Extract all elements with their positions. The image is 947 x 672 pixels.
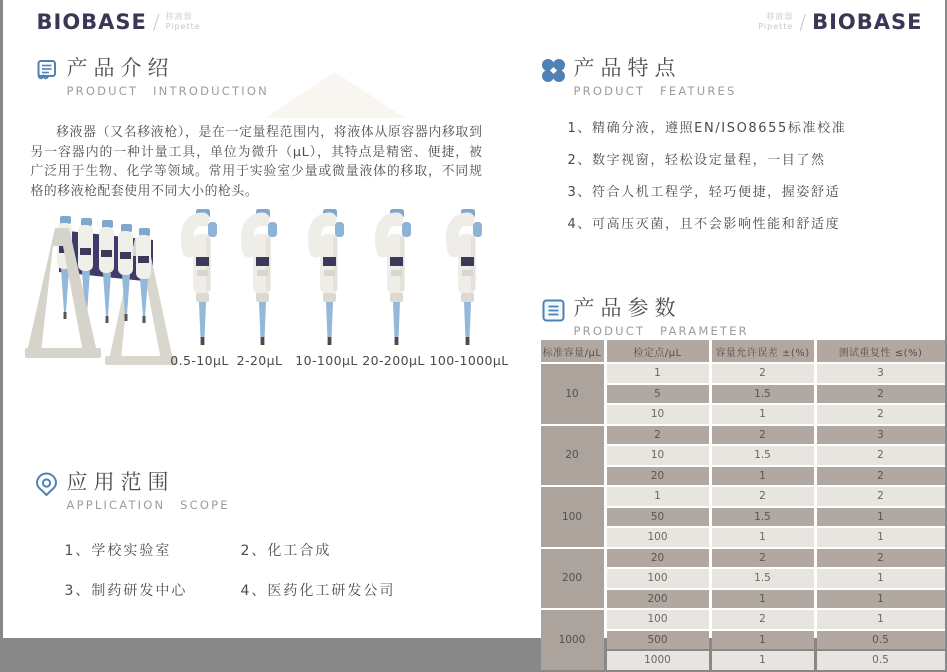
table-cell: 2 [817, 385, 945, 404]
pipette-volume-label: 20-200μL [359, 353, 429, 368]
capacity-cell: 20 [541, 426, 604, 486]
table-cell: 100 [607, 528, 709, 547]
table-cell: 1 [817, 508, 945, 527]
table-cell: 1 [607, 487, 709, 506]
table-cell: 2 [817, 446, 945, 465]
table-cell: 10 [607, 446, 709, 465]
table-column-header: 标准容量/μL [541, 340, 604, 362]
pipette-image [430, 207, 500, 347]
background-watermark [265, 72, 405, 118]
table-cell: 50 [607, 508, 709, 527]
table-cell: 100 [607, 610, 709, 629]
scope-list [65, 540, 465, 600]
table-row [541, 364, 945, 383]
table-cell: 1 [817, 528, 945, 547]
parameter-table [538, 338, 947, 672]
table-cell: 2 [817, 487, 945, 506]
table-cell: 1 [712, 467, 814, 486]
section-title-cn: 产品参数 [574, 296, 749, 321]
section-features-header [540, 56, 737, 98]
table-cell: 2 [607, 426, 709, 445]
table-cell: 5 [607, 385, 709, 404]
pipette-volume-label: 10-100μL [292, 353, 362, 368]
table-cell: 1000 [607, 651, 709, 670]
table-cell: 1 [712, 405, 814, 424]
intro-paragraph: 移液器（又名移液枪），是在一定量程范围内，将液体从原容器内移取到另一容器内的一种计量工具，单位为微升（μL），其特点是精密、便捷，被广泛用于生物、化学等领域。常用于实验室少量或微量液体的移取，不同规格的移液枪配套使用不同大小的枪头。 [31, 123, 483, 202]
table-cell: 2 [817, 549, 945, 568]
table-cell: 1 [712, 651, 814, 670]
datasheet-page [3, 0, 945, 638]
location-pin-icon [33, 471, 60, 498]
table-cell: 1 [817, 610, 945, 629]
table-column-header: 容量允许误差 ±(%) [712, 340, 814, 362]
biobase-logo: BIOBASE [37, 10, 147, 34]
brand-slash: / [799, 10, 806, 34]
table-cell: 2 [712, 610, 814, 629]
pipette-figure [292, 207, 362, 368]
brand-slash: / [153, 10, 160, 34]
table-cell: 2 [712, 364, 814, 383]
table-row [541, 426, 945, 445]
table-row [541, 549, 945, 568]
brand-header-left [37, 10, 201, 34]
pipette-image [359, 207, 429, 347]
section-scope-header [33, 470, 230, 512]
table-cell: 200 [607, 590, 709, 609]
pipette-image [292, 207, 362, 347]
pipette-volume-label: 0.5-10μL [165, 353, 235, 368]
table-row [541, 610, 945, 629]
table-cell: 1 [817, 590, 945, 609]
feature-item: 4、可高压灭菌，且不会影响性能和舒适度 [568, 213, 847, 232]
table-cell: 1.5 [712, 508, 814, 527]
section-title-en: PRODUCT FEATURES [574, 84, 737, 98]
table-column-header: 测试重复性 ≤(%) [817, 340, 945, 362]
table-cell: 10 [607, 405, 709, 424]
scope-item: 1、学校实验室 [65, 540, 241, 560]
table-cell: 1 [607, 364, 709, 383]
section-title-cn: 产品特点 [574, 56, 737, 81]
scroll-icon [33, 57, 60, 84]
brand-product-name [166, 10, 201, 32]
brand-product-cn: 移液器 [758, 12, 793, 22]
section-title-cn: 应用范围 [67, 470, 230, 495]
pipette-figure [430, 207, 500, 368]
capacity-cell: 200 [541, 549, 604, 609]
table-cell: 100 [607, 569, 709, 588]
pipette-image [225, 207, 295, 347]
document-list-icon [540, 297, 567, 324]
table-cell: 2 [712, 487, 814, 506]
table-cell: 3 [817, 364, 945, 383]
biobase-logo: BIOBASE [812, 10, 922, 34]
brand-header-right [758, 10, 922, 34]
table-cell: 20 [607, 549, 709, 568]
brand-product-en: Pipette [166, 22, 201, 32]
capacity-cell: 100 [541, 487, 604, 547]
section-intro-header [33, 56, 269, 98]
section-title-cn: 产品介绍 [67, 56, 269, 81]
table-cell: 1 [817, 569, 945, 588]
section-title-en: PRODUCT PARAMETER [574, 324, 749, 338]
table-cell: 1 [712, 631, 814, 650]
table-header-row [541, 340, 945, 362]
feature-item: 3、符合人机工程学，轻巧便捷，握姿舒适 [568, 181, 847, 200]
table-column-header: 检定点/μL [607, 340, 709, 362]
table-cell: 2 [712, 426, 814, 445]
brand-product-cn: 移液器 [166, 12, 201, 22]
pipette-volume-label: 100-1000μL [430, 353, 500, 368]
table-cell: 20 [607, 467, 709, 486]
table-cell: 1.5 [712, 446, 814, 465]
table-cell: 1 [712, 528, 814, 547]
table-cell: 500 [607, 631, 709, 650]
table-cell: 0.5 [817, 631, 945, 650]
section-title-en: APPLICATION SCOPE [67, 498, 230, 512]
table-cell: 1.5 [712, 569, 814, 588]
table-cell: 1.5 [712, 385, 814, 404]
clover-icon [540, 57, 567, 84]
table-cell: 2 [712, 549, 814, 568]
pipette-figure [359, 207, 429, 368]
brand-product-en: Pipette [758, 22, 793, 32]
feature-item: 2、数字视窗，轻松设定量程，一目了然 [568, 149, 847, 168]
brand-product-name [758, 10, 793, 32]
section-parameters-header [540, 296, 749, 338]
section-title-en: PRODUCT INTRODUCTION [67, 84, 269, 98]
pipette-figure [225, 207, 295, 368]
scope-item: 4、医药化工研发公司 [241, 580, 465, 600]
scope-item: 2、化工合成 [241, 540, 465, 560]
table-cell: 2 [817, 405, 945, 424]
feature-item: 1、精确分液，遵照EN/ISO8655标准校准 [568, 117, 847, 136]
pipette-volume-label: 2-20μL [225, 353, 295, 368]
table-cell: 2 [817, 467, 945, 486]
table-cell: 0.5 [817, 651, 945, 670]
pipette-rack-image [25, 208, 175, 366]
capacity-cell: 1000 [541, 610, 604, 670]
capacity-cell: 10 [541, 364, 604, 424]
feature-list [568, 117, 847, 245]
scope-item: 3、制药研发中心 [65, 580, 241, 600]
table-row [541, 487, 945, 506]
table-cell: 3 [817, 426, 945, 445]
table-cell: 1 [712, 590, 814, 609]
